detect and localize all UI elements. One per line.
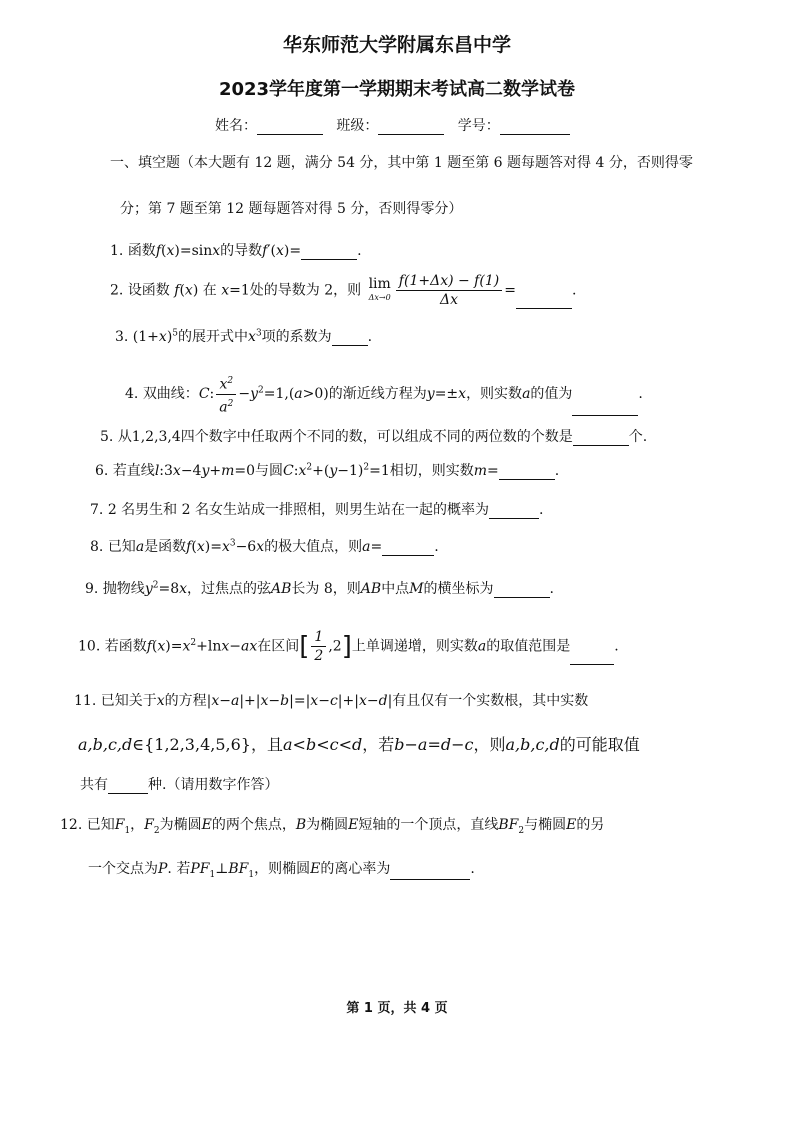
id-blank[interactable]	[500, 119, 570, 135]
id-label: 学号：	[457, 118, 500, 134]
answer-blank-1[interactable]	[301, 244, 357, 260]
class-label: 班级：	[336, 118, 379, 134]
question-3: 3. $(1+x)^5$的展开式中$x^3$项的系数为 .	[115, 328, 373, 345]
question-5: 5. 从1,2,3,4四个数字中任取两个不同的数，可以组成不同的两位数的个数是 个.	[100, 429, 648, 445]
page-footer: 第 1 页，共 4 页	[346, 1001, 448, 1016]
question-12-line2: 一个交点为P. 若$PF_1\perp BF_1$，则椭圆E的离心率为 .	[88, 861, 475, 880]
school-name: 华东师范大学附属东昌中学	[282, 34, 511, 56]
question-4: 4. 双曲线：C: $\frac{x^2}{a^2}$ $-y^2=1,(a>0)$的渐近线方程为y=±x，则实数a的值为 .	[125, 372, 643, 416]
answer-blank-6[interactable]	[499, 464, 555, 480]
question-7: 7. 2 名男生和 2 名女生站成一排照相，则男生站在一起的概率为 .	[90, 502, 544, 518]
answer-blank-9[interactable]	[494, 582, 550, 598]
question-11-line1: 11. 已知关于x的方程|x−a|+|x−b|=|x−c|+|x−d|有且仅有一个实数根，其中实数	[74, 693, 589, 709]
question-11-line3: 共有 种.（请用数字作答）	[80, 777, 279, 793]
exam-title: 2023学年度第一学期期末考试高二数学试卷	[218, 79, 576, 100]
section-instructions-line1: 一、填空题（本大题有 12 题，满分 54 分，其中第 1 题至第 6 题每题答对得 4 分，否则得零	[110, 155, 693, 171]
section-instructions-line2: 分；第 7 题至第 12 题每题答对得 5 分，否则得零分）	[120, 201, 463, 217]
name-blank[interactable]	[257, 119, 323, 135]
question-8: 8. 已知a是函数$f(x)=x^3-6x$的极大值点，则a= .	[90, 538, 439, 555]
answer-blank-10[interactable]	[570, 649, 614, 665]
name-label: 姓名：	[215, 118, 257, 134]
question-12-line1: 12. 已知$F_1$，$F_2$为椭圆E的两个焦点，B为椭圆E短轴的一个顶点，直线$BF_2$与椭圆E的另	[60, 817, 605, 836]
question-1: 1. 函数f(x)=sinx的导数f′(x)= .	[110, 243, 362, 259]
class-blank[interactable]	[378, 119, 444, 135]
answer-blank-12[interactable]	[390, 864, 470, 880]
answer-blank-4[interactable]	[572, 400, 638, 416]
answer-blank-3[interactable]	[332, 330, 368, 346]
answer-blank-5[interactable]	[573, 430, 629, 446]
student-info-line	[215, 115, 570, 135]
answer-blank-2[interactable]	[516, 293, 572, 309]
question-6: 6. 若直线l:3x−4y+m=0与圆$C:x^2+(y-1)^2=1$相切，则实数m= .	[95, 462, 560, 479]
answer-blank-7[interactable]	[489, 503, 539, 519]
answer-blank-11[interactable]	[108, 778, 148, 794]
question-9: 9. 抛物线$y^2=8x$，过焦点的弦AB长为 8，则AB中点M的横坐标为 .	[85, 580, 554, 597]
question-2: 2. 设函数 f(x) 在 x=1处的导数为 2，则 lim Δx→0 $\frac{f(1+\Delta x) - f(1)}{\Delta x}$ = .	[110, 273, 577, 308]
question-10: 10. 若函数$f(x)=x^2+\ln x-ax$在区间[ $\frac{1}{2}$ ,2]上单调递增，则实数a的取值范围是 .	[78, 629, 619, 664]
answer-blank-8[interactable]	[382, 540, 434, 556]
question-11-line2: a,b,c,d∈{1,2,3,4,5,6}，且a<b<c<d，若b−a=d−c，则a,b,c,d的可能取值	[78, 735, 640, 754]
